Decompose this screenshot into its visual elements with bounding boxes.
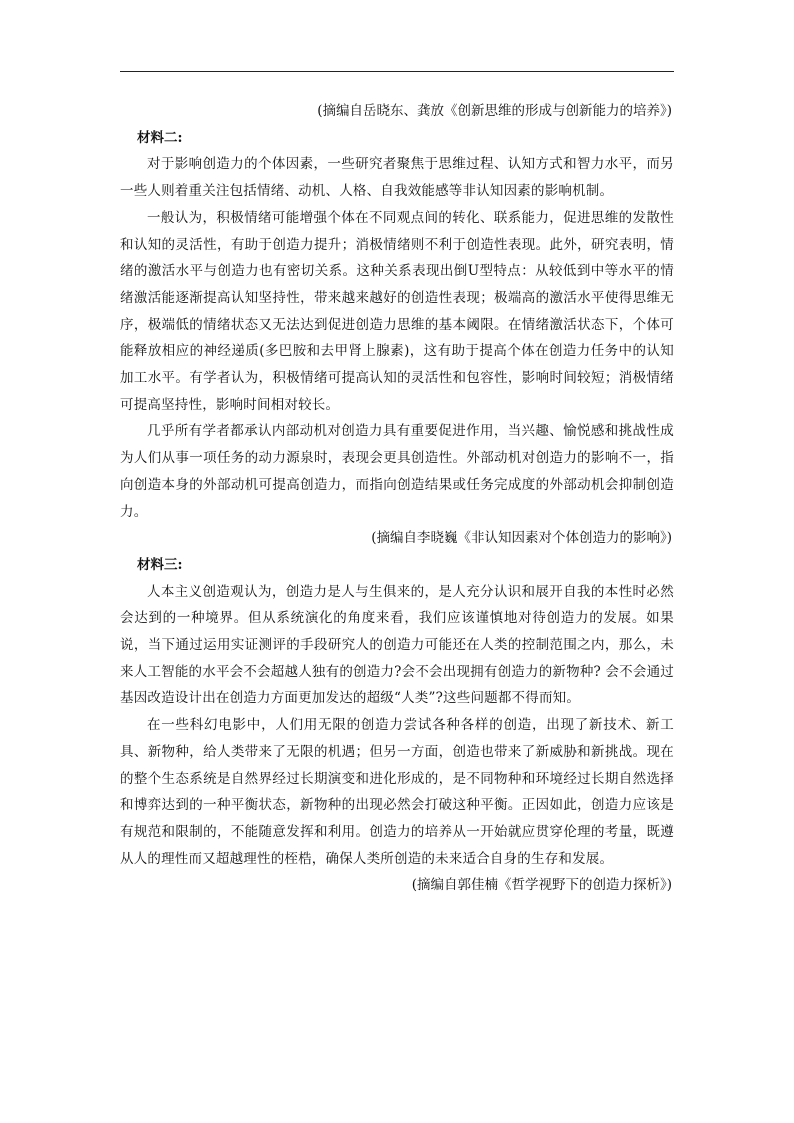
document-body [120, 98, 674, 899]
material-2-paragraph-1: 对于影响创造力的个体因素，一些研究者聚焦于思维过程、认知方式和智力水平，而另一些人则着重关注包括情绪、动机、人格、自我效能感等非认知因素的影响机制。 [120, 156, 674, 200]
material-3-paragraph-1: 人本主义创造观认为，创造力是人与生俱来的，是人充分认识和展开自我的本性时必然会达到的一种境界。但从系统演化的角度来看，我们应该谨慎地对待创造力的发展。如果说，当下通过运用实证测评的手段研究人的创造力可能还在人类的控制范围之内，那么，未来人工智能的水平会不会超越人独有的创造力?会不会出现拥有创造力的新物种? 会不会通过基因改造设计出在创造力方面更加发达的超级“人类”?这些问题都不得而知。 [120, 583, 674, 707]
source-citation-2: (摘编自李晓巍《非认知因素对个体创造力的影响》) [371, 530, 672, 547]
material-3-heading: 材料三: [137, 556, 183, 573]
material-2-paragraph-2: 一般认为，积极情绪可能增强个体在不同观点间的转化、联系能力，促进思维的发散性和认知的灵活性，有助于创造力提升；消极情绪则不利于创造性表现。此外，研究表明，情绪的激活水平与创造力也有密切关系。这种关系表现出倒U型特点：从较低到中等水平的情绪激活能逐渐提高认知坚持性，带来越来越好的创造性表现；极端高的激活水平使得思维无序，极端低的情绪状态又无法达到促进创造力思维的基本阈限。在情绪激活状态下，个体可能释放相应的神经递质(多巴胺和去甲肾上腺素)，这有助于提高个体在创造力任务中的认知加工水平。有学者认为，积极情绪可提高认知的灵活性和包容性，影响时间较短；消极情绪可提高坚持性，影响时间相对较长。 [120, 209, 674, 413]
material-2-heading: 材料二: [137, 129, 183, 146]
material-2-paragraph-3: 几乎所有学者都承认内部动机对创造力具有重要促进作用，当兴趣、愉悦感和挑战性成为人们从事一项任务的动力源泉时，表现会更具创造性。外部动机对创造力的影响不一，指向创造本身的外部动机可提高创造力，而指向创造结果或任务完成度的外部动机会抑制创造力。 [120, 423, 674, 520]
source-citation-3: (摘编自郭佳楠《哲学视野下的创造力探析》) [411, 877, 672, 894]
material-3-paragraph-2: 在一些科幻电影中，人们用无限的创造力尝试各种各样的创造，出现了新技术、新工具、新物种，给人类带来了无限的机遇；但另一方面，创造也带来了新威胁和新挑战。现在的整个生态系统是自然界经过长期演变和进化形成的，是不同物种和环境经过长期自然选择和博弈达到的一种平衡状态，新物种的出现必然会打破这种平衡。正因如此，创造力应该是有规范和限制的，不能随意发挥和利用。创造力的培养从一开始就应贯穿伦理的考量，既遵从人的理性而又超越理性的桎梏，确保人类所创造的未来适合自身的生存和发展。 [120, 717, 674, 867]
header-rule [120, 71, 674, 72]
source-citation-1: (摘编自岳晓东、龚放《创新思维的形成与创新能力的培养》) [317, 103, 672, 119]
